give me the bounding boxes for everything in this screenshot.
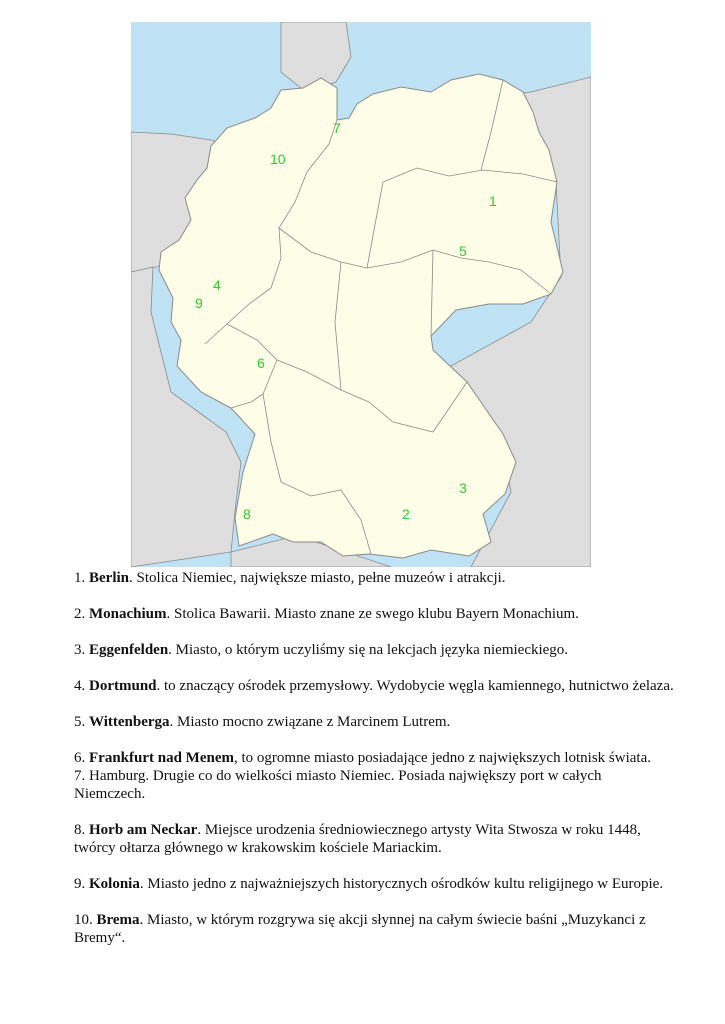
city-entry-9: [74, 875, 674, 893]
entry-number: 6.: [74, 750, 86, 766]
entry-number: 8.: [74, 822, 86, 838]
entry-text: Hamburg. Drugie co do wielkości miasto Niemiec. Posiada największy port w całych Niemczech.: [74, 768, 602, 802]
city-entry-1: [74, 569, 674, 587]
entry-text: . Stolica Bawarii. Miasto znane ze swego klubu Bayern Monachium.: [166, 606, 579, 622]
city-name: Horb am Neckar: [89, 822, 198, 838]
entry-text: . to znaczący ośrodek przemysłowy. Wydobycie węgla kamiennego, hutnictwo żelaza.: [156, 678, 674, 694]
germany-map: [131, 22, 591, 567]
entry-number: 7.: [74, 768, 86, 784]
entry-text: . Miasto, o którym uczyliśmy się na lekcjach języka niemieckiego.: [168, 642, 569, 658]
city-descriptions: [74, 569, 674, 947]
entry-text: . Miasto mocno związane z Marcinem Lutrem.: [169, 714, 451, 730]
map-marker-1: 1: [489, 193, 497, 209]
map-marker-9: 9: [195, 295, 203, 311]
city-name: Eggenfelden: [89, 642, 169, 658]
city-entry-2: [74, 605, 674, 623]
entry-number: 10.: [74, 912, 93, 928]
entry-text: . Miasto jedno z najważniejszych historycznych ośrodków kultu religijnego w Europie.: [139, 876, 664, 892]
city-entry-6: [74, 749, 674, 767]
map-marker-5: 5: [459, 243, 467, 259]
entry-text: . Miasto, w którym rozgrywa się akcji słynnej na całym świecie baśni „Muzykanci z Bremy“.: [74, 912, 646, 946]
map-marker-8: 8: [243, 506, 251, 522]
city-name: Dortmund: [89, 678, 157, 694]
entry-number: 4.: [74, 678, 86, 694]
city-entry-7: [74, 767, 674, 803]
entry-number: 9.: [74, 876, 86, 892]
map-marker-3: 3: [459, 480, 467, 496]
map-marker-10: 10: [270, 151, 286, 167]
entry-number: 3.: [74, 642, 86, 658]
city-name: Brema: [96, 912, 140, 928]
map-marker-4: 4: [213, 277, 221, 293]
city-name: Frankfurt nad Menem: [89, 750, 234, 766]
city-entry-3: [74, 641, 674, 659]
map-marker-7: 7: [333, 120, 341, 136]
city-name: Monachium: [89, 606, 167, 622]
map-marker-2: 2: [402, 506, 410, 522]
city-entry-5: [74, 713, 674, 731]
city-name: Wittenberga: [89, 714, 170, 730]
entry-text: . Miejsce urodzenia średniowiecznego artysty Wita Stwosza w roku 1448, twórcy ołtarza głównego w krakowskim kościele Mariackim.: [74, 822, 641, 856]
entry-text: . Stolica Niemiec, największe miasto, pełne muzeów i atrakcji.: [129, 570, 506, 586]
entry-number: 1.: [74, 570, 86, 586]
city-name: Kolonia: [89, 876, 140, 892]
map-marker-6: 6: [257, 355, 265, 371]
city-entry-4: [74, 677, 674, 695]
entry-number: 5.: [74, 714, 86, 730]
city-entry-8: [74, 821, 674, 857]
city-name: Berlin: [89, 570, 129, 586]
entry-number: 2.: [74, 606, 86, 622]
entry-text: , to ogromne miasto posiadające jedno z największych lotnisk świata.: [234, 750, 651, 766]
city-entry-10: [74, 911, 674, 947]
